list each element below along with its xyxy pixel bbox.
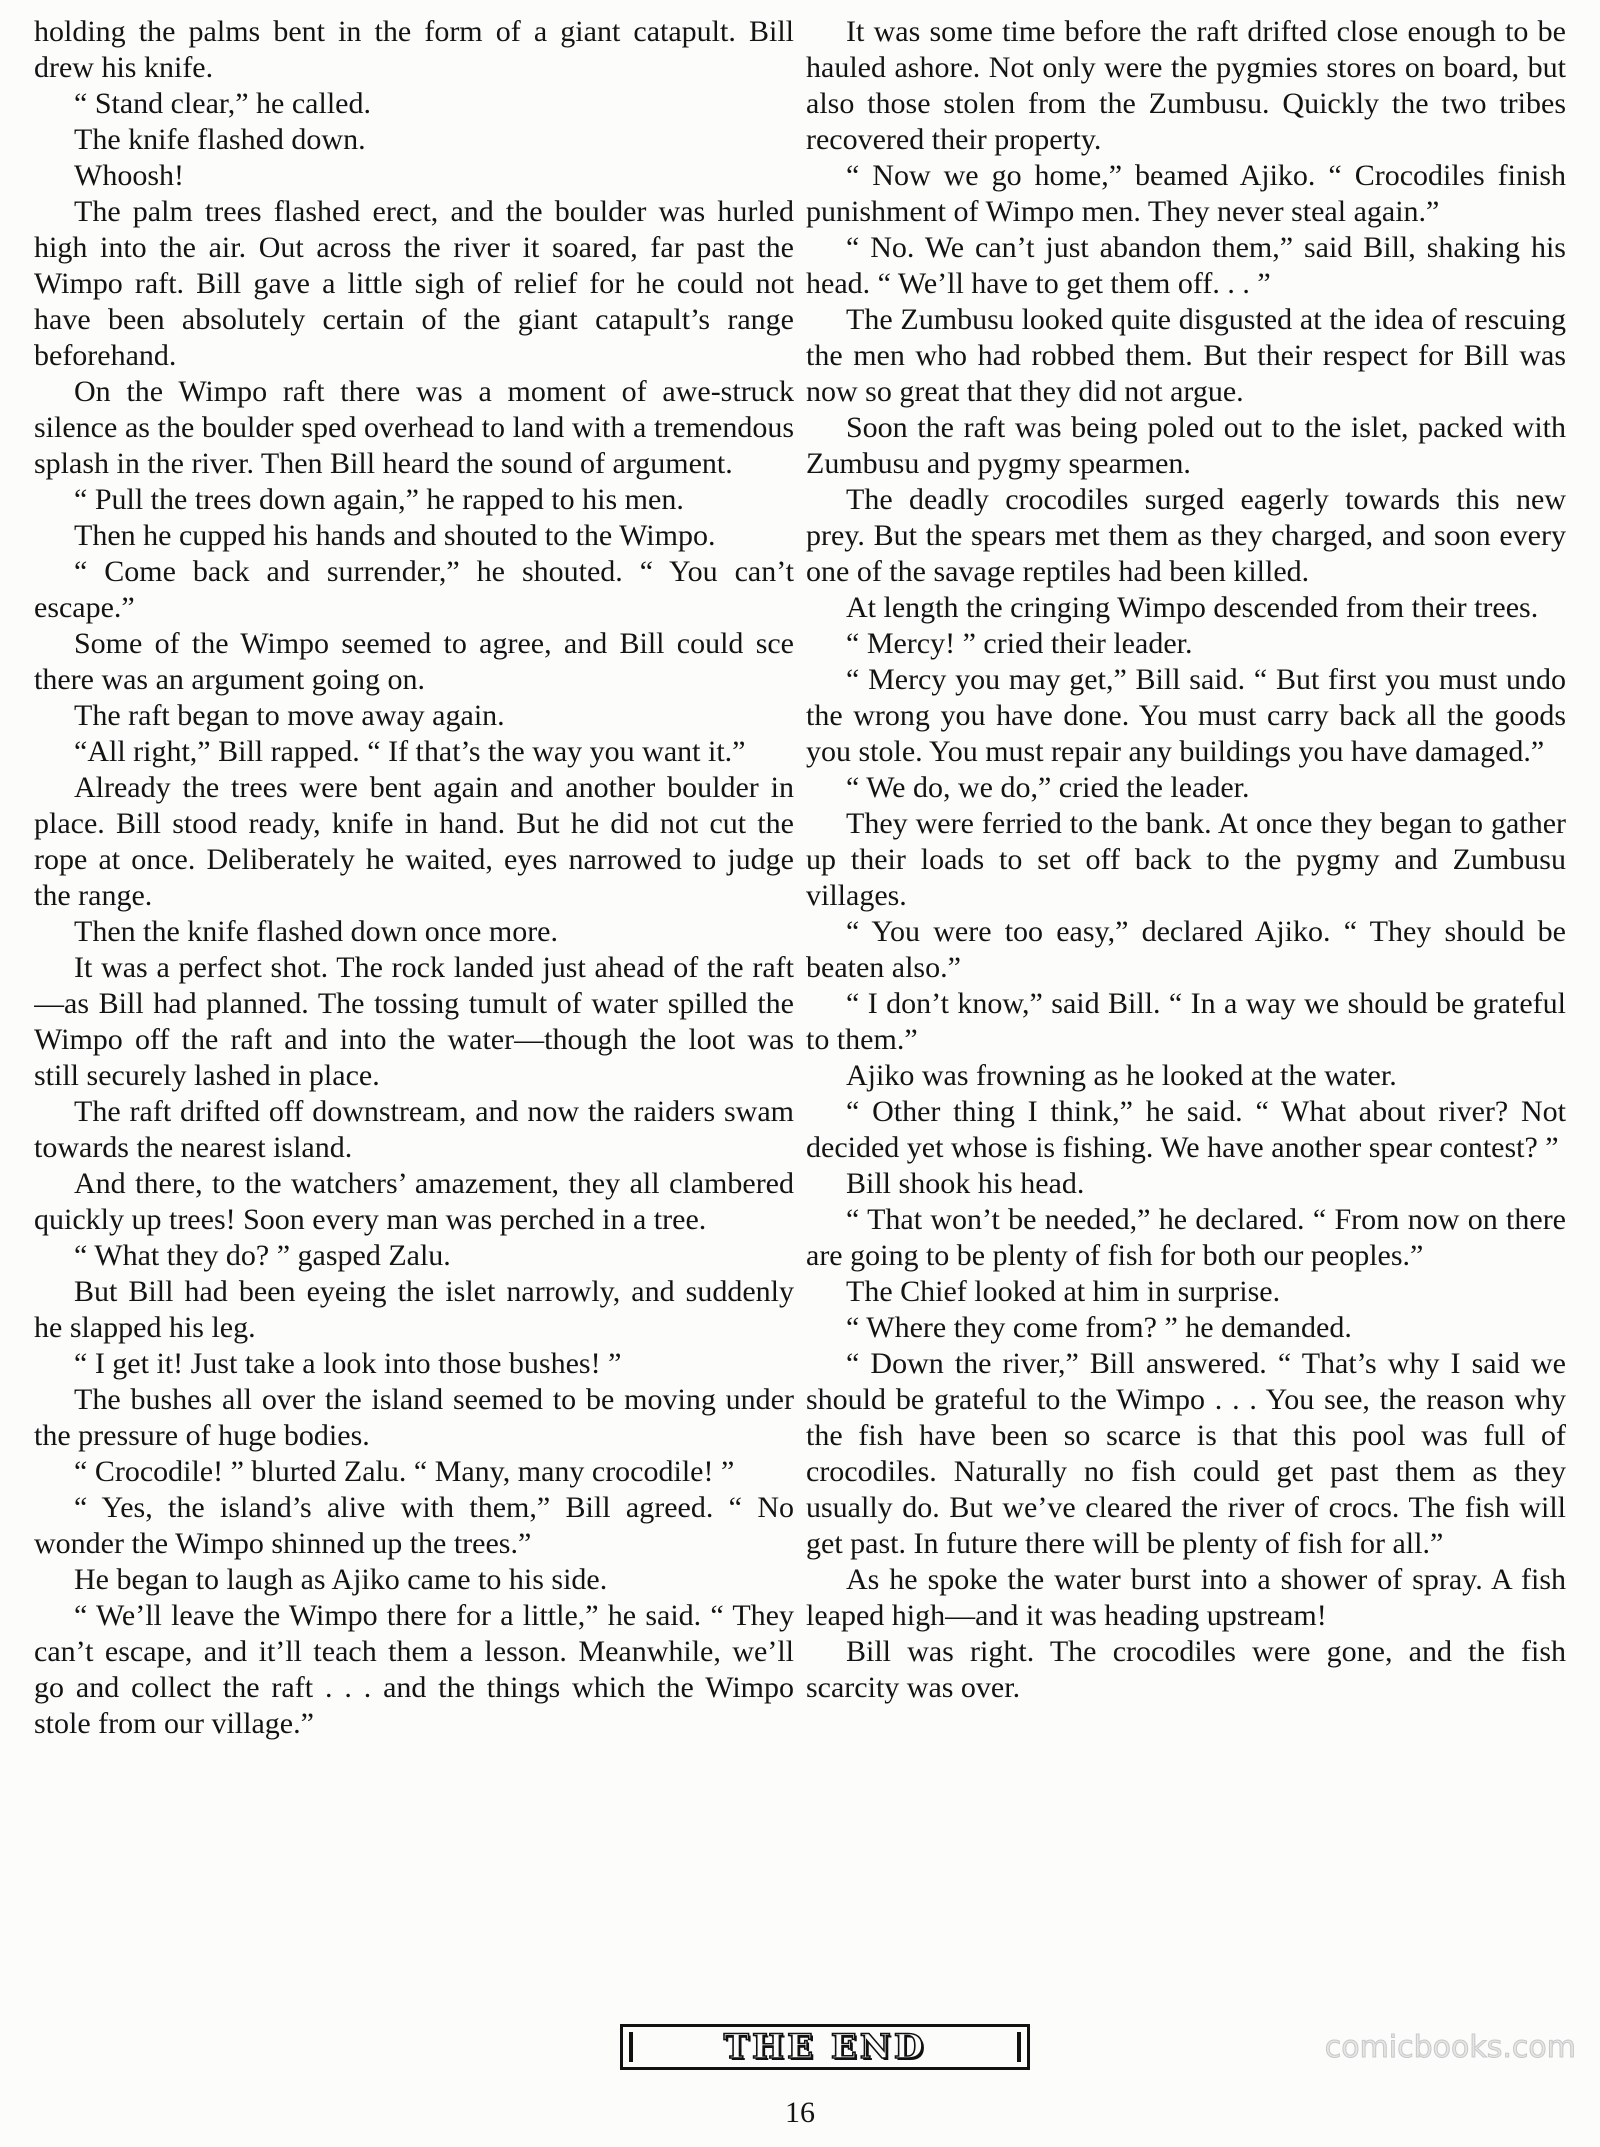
paragraph: “ Come back and surrender,” he shouted. “ You can’t escape.” — [34, 555, 794, 624]
paragraph: Already the trees were bent again and another boulder in place. Bill stood ready, knife in hand. But he did not cut the rope at once. Deliberately he waited, eyes narrowed to judge the range. — [34, 771, 794, 912]
paragraph: They were ferried to the bank. At once they began to gather up their loads to set off back to the pygmy and Zumbusu villages. — [806, 807, 1566, 912]
paragraph: “ Pull the trees down again,” he rapped to his men. — [74, 483, 684, 516]
paragraph: “ We’ll leave the Wimpo there for a little,” he said. “ They can’t escape, and it’ll teach them a lesson. Meanwhile, we’ll go and collect the raft . . . and the things which the Wimpo stole from our village.” — [34, 1599, 794, 1740]
paragraph: Whoosh! — [74, 159, 184, 192]
page-number: 16 — [785, 2096, 815, 2129]
paragraph: And there, to the watchers’ amazement, they all clambered quickly up trees! Soon every man was perched in a tree. — [34, 1167, 794, 1236]
paragraph: He began to laugh as Ajiko came to his side. — [74, 1563, 608, 1596]
paragraph: The knife flashed down. — [74, 123, 366, 156]
paragraph: The raft began to move away again. — [74, 699, 505, 732]
paragraph: Ajiko was frowning as he looked at the water. — [846, 1059, 1397, 1092]
paragraph: “ Mercy! ” cried their leader. — [846, 627, 1193, 660]
paragraph: Some of the Wimpo seemed to agree, and Bill could sce there was an argument going on. — [34, 627, 794, 696]
paragraph: The bushes all over the island seemed to be moving under the pressure of huge bodies. — [34, 1383, 794, 1452]
paragraph: The Chief looked at him in surprise. — [846, 1275, 1281, 1308]
paragraph: holding the palms bent in the form of a giant catapult. Bill drew his knife. — [34, 15, 794, 84]
paragraph: “ What they do? ” gasped Zalu. — [74, 1239, 451, 1272]
paragraph: The deadly crocodiles surged eagerly towards this new prey. But the spears met them as they charged, and soon every one of the savage reptiles had been killed. — [806, 483, 1566, 588]
paragraph: The palm trees flashed erect, and the boulder was hurled high into the air. Out across the river it soared, far past the Wimpo raft. Bill gave a little sigh of relief for he could not have been absolutely certain of the giant catapult’s range beforehand. — [34, 195, 794, 372]
paragraph: “ Crocodile! ” blurted Zalu. “ Many, many crocodile! ” — [74, 1455, 735, 1488]
paragraph: “ Now we go home,” beamed Ajiko. “ Crocodiles finish punishment of Wimpo men. They never steal again.” — [806, 159, 1566, 228]
paragraph: “ Where they come from? ” he demanded. — [846, 1311, 1352, 1344]
watermark: comicbooks.com — [1324, 2030, 1576, 2065]
paragraph: It was a perfect shot. The rock landed just ahead of the raft—as Bill had planned. The tossing tumult of water spilled the Wimpo off the raft and into the water—though the loot was still securely lashed in place. — [34, 951, 794, 1092]
the-end-banner — [620, 2024, 1030, 2070]
paragraph: “ Stand clear,” he called. — [74, 87, 371, 120]
right-text-column — [806, 14, 1566, 2004]
paragraph: It was some time before the raft drifted close enough to be hauled ashore. Not only were the pygmies stores on board, but also those stolen from the Zumbusu. Quickly the two tribes recovered their property. — [806, 15, 1566, 156]
paragraph: “ I get it! Just take a look into those bushes! ” — [74, 1347, 622, 1380]
paragraph: “All right,” Bill rapped. “ If that’s the way you want it.” — [74, 735, 746, 768]
paragraph: At length the cringing Wimpo descended from their trees. — [846, 591, 1539, 624]
paragraph: “ Mercy you may get,” Bill said. “ But first you must undo the wrong you have done. You must carry back all the goods you stole. You must repair any buildings you have damaged.” — [806, 663, 1566, 768]
paragraph: Soon the raft was being poled out to the islet, packed with Zumbusu and pygmy spearmen. — [806, 411, 1566, 480]
paragraph: “ Yes, the island’s alive with them,” Bill agreed. “ No wonder the Wimpo shinned up the trees.” — [34, 1491, 794, 1560]
story-page — [34, 14, 1566, 2004]
paragraph: “ You were too easy,” declared Ajiko. “ They should be beaten also.” — [806, 915, 1566, 984]
paragraph: “ Other thing I think,” he said. “ What about river? Not decided yet whose is fishing. We have another spear contest? ” — [806, 1095, 1566, 1164]
the-end-text: THE END — [723, 2027, 927, 2067]
paragraph: “ I don’t know,” said Bill. “ In a way we should be grateful to them.” — [806, 987, 1566, 1056]
paragraph: The raft drifted off downstream, and now the raiders swam towards the nearest island. — [34, 1095, 794, 1164]
paragraph: Bill shook his head. — [846, 1167, 1085, 1200]
paragraph: But Bill had been eyeing the islet narrowly, and suddenly he slapped his leg. — [34, 1275, 794, 1344]
paragraph: “ No. We can’t just abandon them,” said Bill, shaking his head. “ We’ll have to get them off. . . ” — [806, 231, 1566, 300]
left-text-column — [34, 14, 794, 2004]
paragraph: As he spoke the water burst into a shower of spray. A fish leaped high—and it was heading upstream! — [806, 1563, 1566, 1632]
paragraph: Then he cupped his hands and shouted to the Wimpo. — [74, 519, 716, 552]
paragraph: “ That won’t be needed,” he declared. “ From now on there are going to be plenty of fish for both our peoples.” — [806, 1203, 1566, 1272]
paragraph: “ We do, we do,” cried the leader. — [846, 771, 1250, 804]
paragraph: “ Down the river,” Bill answered. “ That’s why I said we should be grateful to the Wimpo . . . You see, the reason why the fish have been so scarce is that this pool was full of crocodiles. Naturally no fish could get past them as they usually do. But we’ve cleared the river of crocs. The fish will get past. In future there will be plenty of fish for all.” — [806, 1347, 1566, 1560]
paragraph: The Zumbusu looked quite disgusted at the idea of rescuing the men who had robbed them. But their respect for Bill was now so great that they did not argue. — [806, 303, 1566, 408]
paragraph: On the Wimpo raft there was a moment of awe-struck silence as the boulder sped overhead to land with a tremendous splash in the river. Then Bill heard the sound of argument. — [34, 375, 794, 480]
paragraph: Bill was right. The crocodiles were gone, and the fish scarcity was over. — [806, 1635, 1566, 1704]
paragraph: Then the knife flashed down once more. — [74, 915, 558, 948]
